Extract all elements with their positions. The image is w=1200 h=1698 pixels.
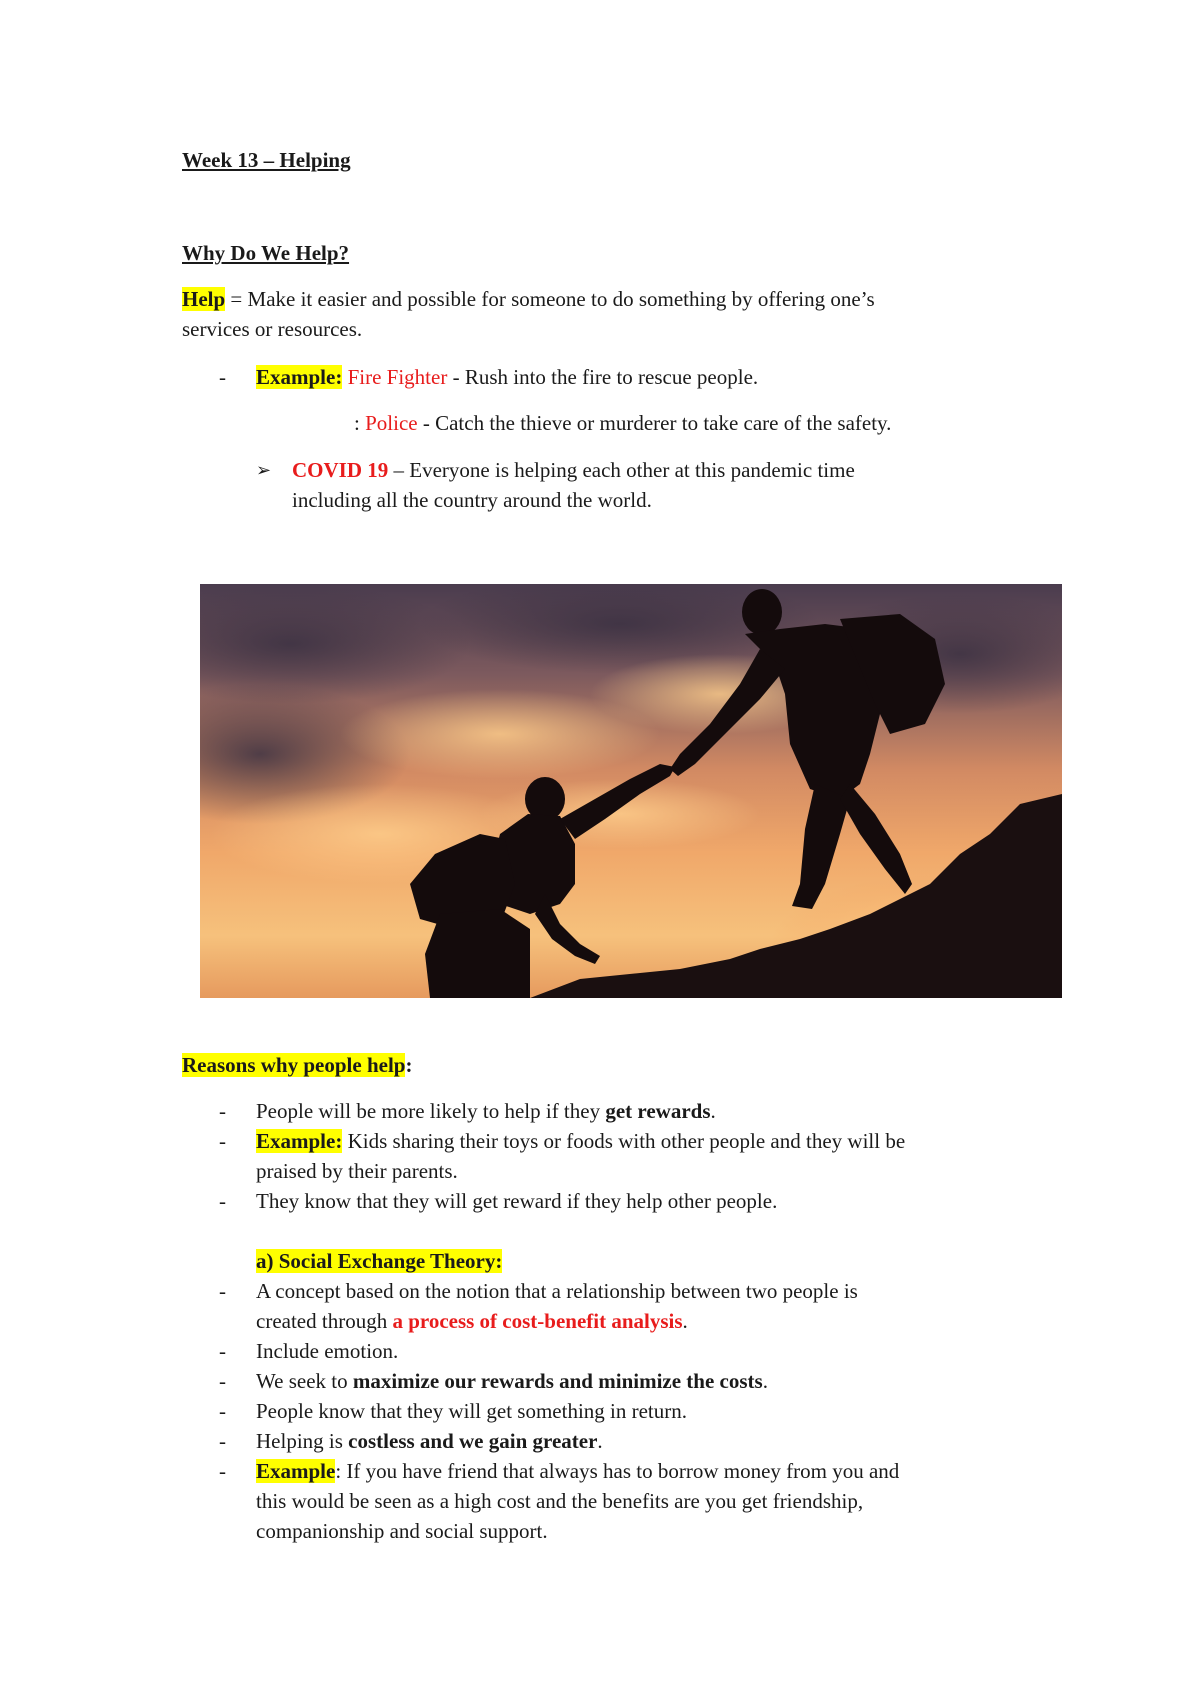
reasons-heading-text: Reasons why people help	[182, 1053, 406, 1077]
arrow-bullet-icon: ➢	[256, 460, 272, 480]
reason-example-line-2: praised by their parents.	[256, 1159, 458, 1183]
theory-example-line-1	[256, 1456, 899, 1486]
section-heading-why: Why Do We Help?	[182, 241, 350, 265]
covid-label: COVID 19	[292, 458, 389, 482]
dash-bullet: -	[219, 365, 226, 389]
theory-costless-end: .	[597, 1429, 603, 1453]
help-definition-line-2: services or resources.	[182, 317, 363, 341]
theory-costless	[256, 1426, 603, 1456]
dash-bullet: -	[219, 1369, 226, 1393]
fire-fighter-text: - Rush into the fire to rescue people.	[447, 365, 759, 389]
example-label: Example:	[256, 365, 343, 389]
reason-know-reward: They know that they will get reward if they help other people.	[256, 1189, 778, 1213]
covid-text: – Everyone is helping each other at this pandemic time	[388, 458, 855, 482]
theory-concept-line-1: A concept based on the notion that a relationship between two people is	[256, 1279, 858, 1303]
police-role: Police	[365, 411, 418, 435]
dash-bullet: -	[219, 1429, 226, 1453]
theory-costless-bold: costless and we gain greater	[348, 1429, 598, 1453]
fire-fighter-role: Fire Fighter	[342, 365, 448, 389]
section-heading-reasons	[182, 1050, 412, 1080]
dash-bullet: -	[219, 1399, 226, 1423]
dash-bullet: -	[219, 1339, 226, 1363]
police-text: - Catch the thieve or murderer to take care of the safety.	[417, 411, 892, 435]
cost-benefit-phrase: a process of cost-benefit analysis	[392, 1309, 683, 1333]
covid-line-1	[292, 455, 855, 485]
example-label: Example:	[256, 1129, 343, 1153]
theory-maximize	[256, 1366, 768, 1396]
reason-rewards-bold: get rewards	[605, 1099, 711, 1123]
police-prefix: :	[354, 411, 366, 435]
reason-example-line-1	[256, 1126, 905, 1156]
theory-example-line-3: companionship and social support.	[256, 1519, 548, 1543]
reasons-heading-colon: :	[405, 1053, 413, 1077]
theory-heading-text: a) Social Exchange Theory:	[256, 1249, 503, 1273]
dash-bullet: -	[219, 1129, 226, 1153]
theory-example-line-2: this would be seen as a high cost and the benefits are you get friendship,	[256, 1489, 864, 1513]
example-police	[354, 408, 891, 438]
theory-concept-text: created through	[256, 1309, 393, 1333]
dash-bullet: -	[219, 1459, 226, 1483]
theory-costless-text: Helping is	[256, 1429, 349, 1453]
reason-rewards	[256, 1096, 716, 1126]
example-label: Example	[256, 1459, 336, 1483]
theory-concept-end: .	[682, 1309, 688, 1333]
theory-return: People know that they will get something in return.	[256, 1399, 688, 1423]
theory-maximize-bold: maximize our rewards and minimize the costs	[352, 1369, 763, 1393]
theory-heading	[256, 1246, 502, 1276]
reason-example-text: Kids sharing their toys or foods with other people and they will be	[342, 1129, 906, 1153]
help-term: Help	[182, 287, 226, 311]
theory-emotion: Include emotion.	[256, 1339, 399, 1363]
theory-maximize-end: .	[762, 1369, 768, 1393]
help-definition-line-1	[182, 284, 875, 314]
reason-rewards-end: .	[710, 1099, 716, 1123]
reason-rewards-text: People will be more likely to help if they	[256, 1099, 606, 1123]
helping-hand-sunset-photo	[200, 584, 1062, 998]
dash-bullet: -	[219, 1099, 226, 1123]
theory-example-text: : If you have friend that always has to borrow money from you and	[335, 1459, 900, 1483]
page-title: Week 13 – Helping	[182, 148, 351, 172]
dash-bullet: -	[219, 1279, 226, 1303]
theory-concept-line-2	[256, 1306, 688, 1336]
help-definition-text: = Make it easier and possible for someone to do something by offering one’s	[225, 287, 875, 311]
covid-line-2: including all the country around the world.	[292, 488, 652, 512]
theory-maximize-text: We seek to	[256, 1369, 353, 1393]
example-fire-fighter	[256, 362, 758, 392]
dash-bullet: -	[219, 1189, 226, 1213]
